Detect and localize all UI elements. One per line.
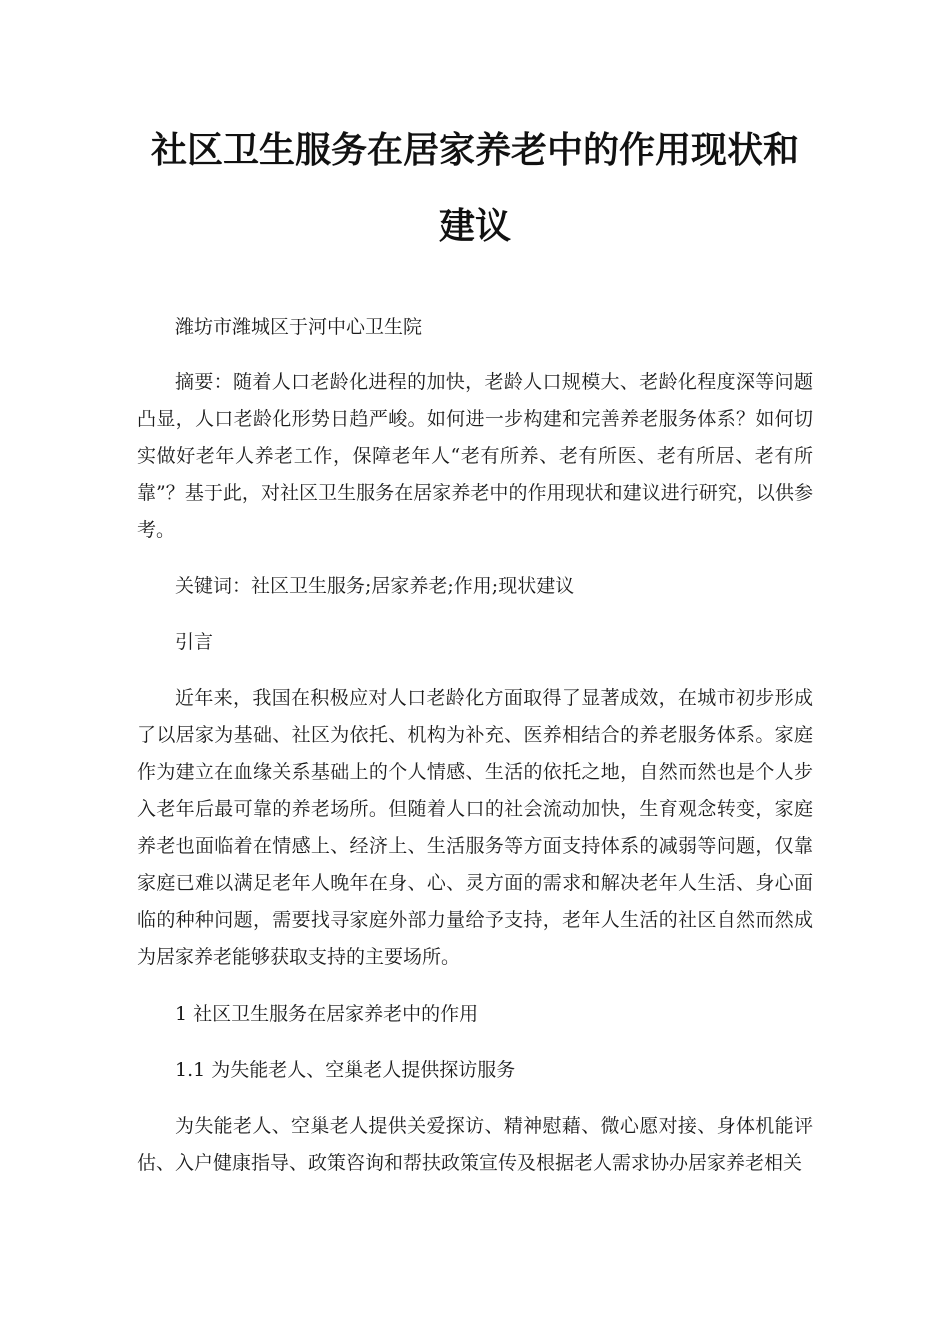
subsection-heading: 1.1 为失能老人、空巢老人提供探访服务 [175, 1059, 516, 1081]
abstract-paragraph: 摘要：随着人口老龄化进程的加快，老龄人口规模大、老龄化程度深等问题凸显，人口老龄化形势日趋严峻。如何进一步构建和完善养老服务体系？如何切实做好老年人养老工作，保障老年人“老有所养、老有所医、老有所居、老有所靠”？基于此，对社区卫生服务在居家养老中的作用现状和建议进行研究，以供参考。 [137, 371, 813, 541]
keywords-line: 关键词：社区卫生服务;居家养老;作用;现状建议 [175, 575, 575, 597]
intro-heading: 引言 [175, 631, 214, 653]
body-paragraph: 为失能老人、空巢老人提供关爱探访、精神慰藉、微心愿对接、身体机能评估、入户健康指导、政策咨询和帮扶政策宣传及根据老人需求协办居家养老相关 [137, 1115, 813, 1174]
author-affiliation: 潍坊市潍城区于河中心卫生院 [175, 316, 423, 338]
section-heading: 1 社区卫生服务在居家养老中的作用 [175, 1003, 479, 1025]
intro-paragraph: 近年来，我国在积极应对人口老龄化方面取得了显著成效，在城市初步形成了以居家为基础、社区为依托、机构为补充、医养相结合的养老服务体系。家庭作为建立在血缘关系基础上的个人情感、生活的依托之地，自然而然也是个人步入老年后最可靠的养老场所。但随着人口的社会流动加快，生育观念转变，家庭养老也面临着在情感上、经济上、生活服务等方面支持体系的减弱等问题，仅靠家庭已难以满足老年人晚年在身、心、灵方面的需求和解决老年人生活、身心面临的种种问题，需要找寻家庭外部力量给予支持，老年人生活的社区自然而然成为居家养老能够获取支持的主要场所。 [137, 687, 813, 968]
document-title: 社区卫生服务在居家养老中的作用现状和建议 [150, 130, 799, 247]
